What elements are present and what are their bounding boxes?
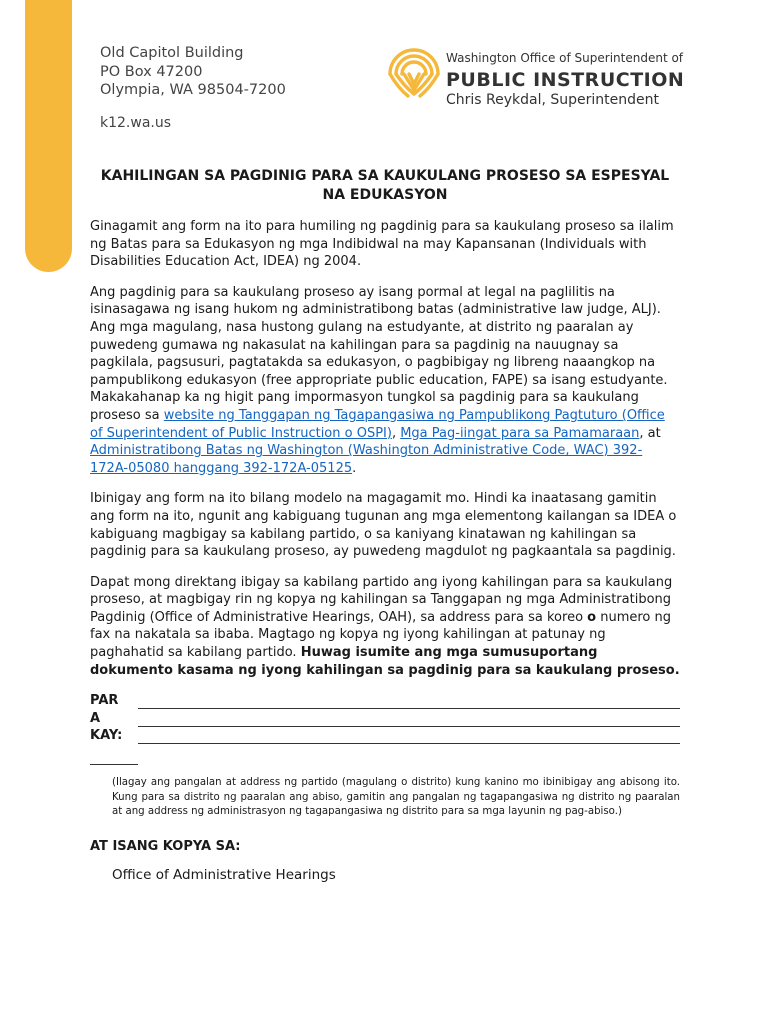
copy-recipient: Office of Administrative Hearings <box>112 867 336 884</box>
warning-text: Huwag isumite ang mga sumusuportang dokumento kasama ng iyong kahilingan sa pagdinig para sa kaukulang proseso. <box>90 645 680 678</box>
address-line: Olympia, WA 98504-7200 <box>100 82 286 98</box>
form-body <box>90 218 680 885</box>
procedural-safeguards-link[interactable]: Mga Pag-iingat para sa Pamamaraan <box>400 425 640 441</box>
paragraph-text: Ang pagdinig para sa kaukulang proseso ay isang pormal at legal na paglilitis na isinasagawa ng isang hukom ng administratibong batas (administrative law judge, ALJ). Ang mga magulang, nasa hustong gulang na estudyante, at distrito ng paaralan ay puwedeng gumawa ng nakasulat na kahilingan para sa pagdinig na nauugnay sa pagkilala, pagsusuri, pagtatakda sa edukasyon, o pagbibigay ng libreng naaangkop na pampublikong edukasyon (free appropriate public education, FAPE) sa isang estudyante. Makakahanap ka ng higit pang impormasyon tungkol sa pagdinig para sa kaukulang proseso sa <box>90 284 668 423</box>
recipient-input-line-2[interactable] <box>138 726 680 727</box>
address-line: Old Capitol Building <box>100 45 244 61</box>
paragraph-end: . <box>352 460 357 476</box>
accent-bar <box>25 0 72 272</box>
recipient-input-line-4[interactable] <box>90 764 138 765</box>
agency-line-3: Chris Reykdal, Superintendent <box>446 92 660 108</box>
recipient-instructions: (Ilagay ang pangalan at address ng partido (magulang o distrito) kung kanino mo ibinibigay ang abisong ito. Kung para sa distrito ng paaralan ang abiso, gamitin ang pangalan ng tagapangasiwa ng distrito ng paaralan at ang address ng administrasyon ng tagapangasiwa ng distrito para sa mga layunin ng pag-abiso.) <box>112 777 680 818</box>
label-line: KAY: <box>90 728 123 744</box>
paragraph-text: numero ng fax na nakatala sa ibaba. Magtago ng kopya ng iyong kahilingan at patunay ng paghahatid sa kabilang partido. <box>90 609 672 661</box>
recipient-label <box>90 692 122 745</box>
address-line: PO Box 47200 <box>100 63 203 80</box>
recipient-field <box>90 692 680 764</box>
separator-text: , <box>391 425 401 441</box>
wac-link[interactable]: Administratibong Batas ng Washington (Washington Administrative Code, WAC) 392-172A-05080 hanggang 392-172A-05125 <box>90 443 643 476</box>
form-title: KAHILINGAN SA PAGDINIG PARA SA KAUKULANG PROSESO SA ESPESYAL NA EDUKASYON <box>100 168 670 203</box>
agency-line-1: Washington Office of Superintendent of <box>446 51 684 65</box>
agency-line-2: PUBLIC INSTRUCTION <box>446 69 685 91</box>
emphasis-text: o <box>587 609 597 625</box>
paragraph-definition <box>90 284 680 478</box>
paragraph-model-form: Ibinigay ang form na ito bilang modelo na magagamit mo. Hindi ka inaatasang gamitin ang form na ito, ngunit ang kabiguang tugunan ang mga elementong kailangan sa IDEA o kabiguang magbigay sa kabilang partido, o sa kaniyang kinatawan ng kahilingan sa pagdinig para sa kaukulang proseso, ay puwedeng magdulot ng pagkaantala sa pagdinig. <box>90 491 677 560</box>
label-line: A <box>90 710 101 726</box>
ospi-logo-icon <box>384 44 444 104</box>
label-line: PAR <box>90 693 119 709</box>
agency-address <box>100 44 286 100</box>
paragraph-delivery <box>90 574 680 680</box>
recipient-input-line-3[interactable] <box>138 743 680 744</box>
copy-heading: AT ISANG KOPYA SA: <box>90 838 241 854</box>
agency-name <box>446 51 684 108</box>
paragraph-text: Dapat mong direktang ibigay sa kabilang partido ang iyong kahilingan para sa kaukulang proseso, at magbigay rin ng kopya ng kahilingan sa Tanggapan ng mga Administratibong Pagdinig (Office of Administrative Hearings, OAH), sa address para sa koreo <box>90 574 673 625</box>
paragraph-intro: Ginagamit ang form na ito para humiling ng pagdinig para sa kaukulang proseso sa ilalim ng Batas para sa Edukasyon ng mga Indibidwal na may Kapansanan (Individuals with Disabilities Education Act, IDEA) ng 2004. <box>90 219 674 270</box>
separator-text: , at <box>639 425 661 441</box>
website-text: k12.wa.us <box>100 115 172 131</box>
ospi-website-link[interactable]: website ng Tanggapan ng Tagapangasiwa ng Pampublikong Pagtuturo (Office of Superintendent of Public Instruction o OSPI) <box>90 407 665 441</box>
recipient-input-line-1[interactable] <box>138 708 680 709</box>
